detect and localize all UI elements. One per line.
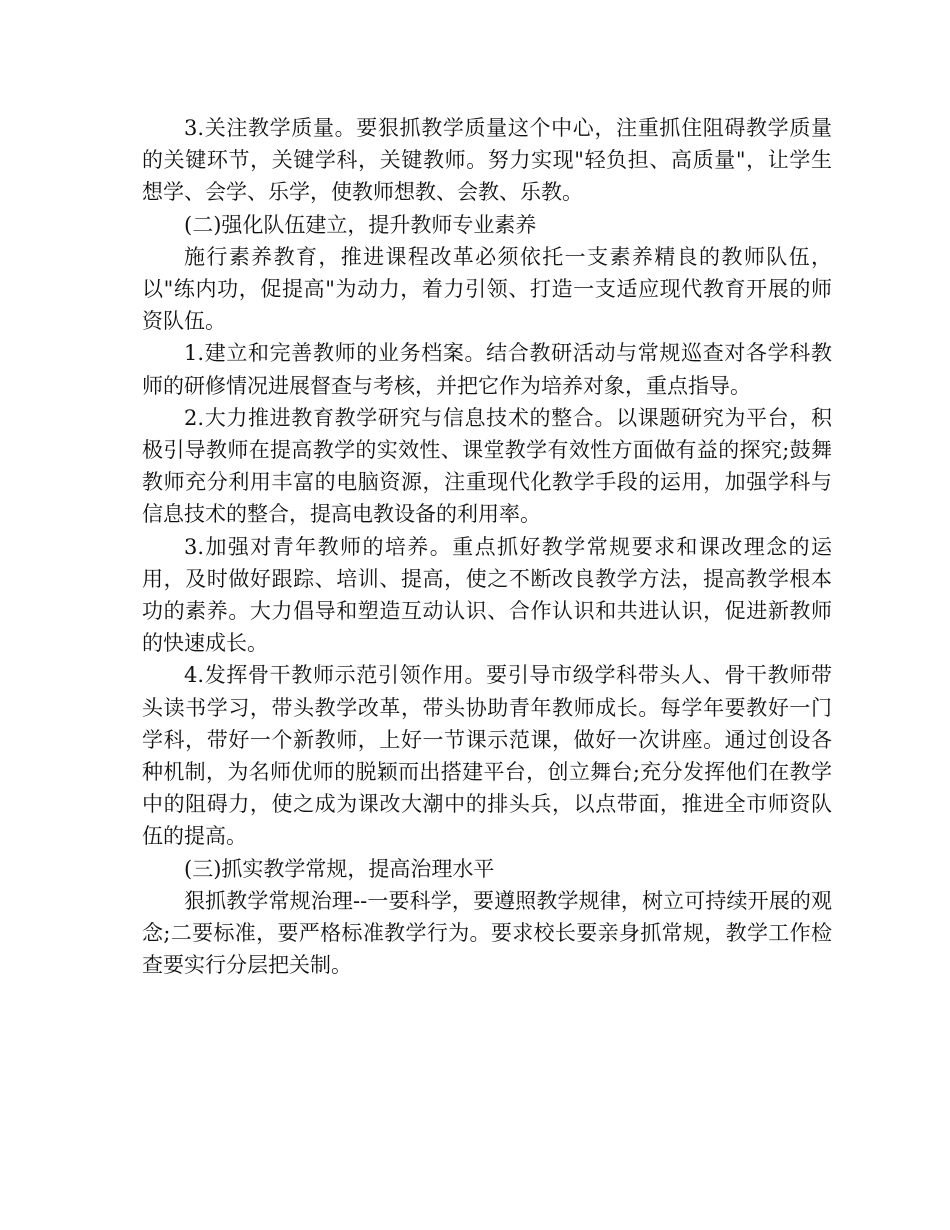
paragraph-young-teachers: 3.加强对青年教师的培养。重点抓好教学常规要求和课改理念的运用，及时做好跟踪、培训、提高，使之不断改良教学方法，提高教学根本功的素养。大力倡导和塑造互动认识、合作认识和共进认识，促进新教师的快速成长。 (142, 534, 832, 656)
paragraph-routine-management: 狠抓教学常规治理--一要科学，要遵照教学规律，树立可持续开展的观念;二要标准，要严格标准教学行为。要求校长要亲身抓常规，教学工作检查要实行分层把关制。 (142, 888, 832, 978)
document-page (142, 112, 832, 981)
paragraph-teacher-archives: 1.建立和完善教师的业务档案。结合教研活动与常规巡查对各学科教师的研修情况进展督查与考核，并把它作为培养对象，重点指导。 (142, 341, 832, 398)
paragraph-it-integration: 2.大力推进教育教学研究与信息技术的整合。以课题研究为平台，积极引导教师在提高教学的实效性、课堂教学有效性方面做有益的探究;鼓舞教师充分利用丰富的电脑资源，注重现代化教学手段的运用，加强学科与信息技术的整合，提高电教设备的利用率。 (142, 405, 832, 527)
heading-teaching-routine: (三)抓实教学常规，提高治理水平 (184, 856, 495, 881)
paragraph-quality: 3.关注教学质量。要狠抓教学质量这个中心，注重抓住阻碍教学质量的关键环节，关键学科，关键教师。努力实现"轻负担、高质量"，让学生想学、会学、乐学，使教师想教、会教、乐教。 (142, 116, 832, 205)
paragraph-backbone-teachers: 4.发挥骨干教师示范引领作用。要引导市级学科带头人、骨干教师带头读书学习，带头教学改革，带头协助青年教师成长。每学年要教好一门学科，带好一个新教师，上好一节课示范课，做好一次讲座。通过创设各种机制，为名师优师的脱颖而出搭建平台，创立舞台;充分发挥他们在教学中的阻碍力，使之成为课改大潮中的排头兵，以点带面，推进全市师资队伍的提高。 (142, 663, 832, 849)
paragraph-team-intro: 施行素养教育，推进课程改革必须依托一支素养精良的教师队伍，以"练内功，促提高"为动力，着力引领、打造一支适应现代教育开展的师资队伍。 (142, 244, 832, 334)
heading-team-building: (二)强化队伍建立，提升教师专业素养 (184, 212, 537, 237)
